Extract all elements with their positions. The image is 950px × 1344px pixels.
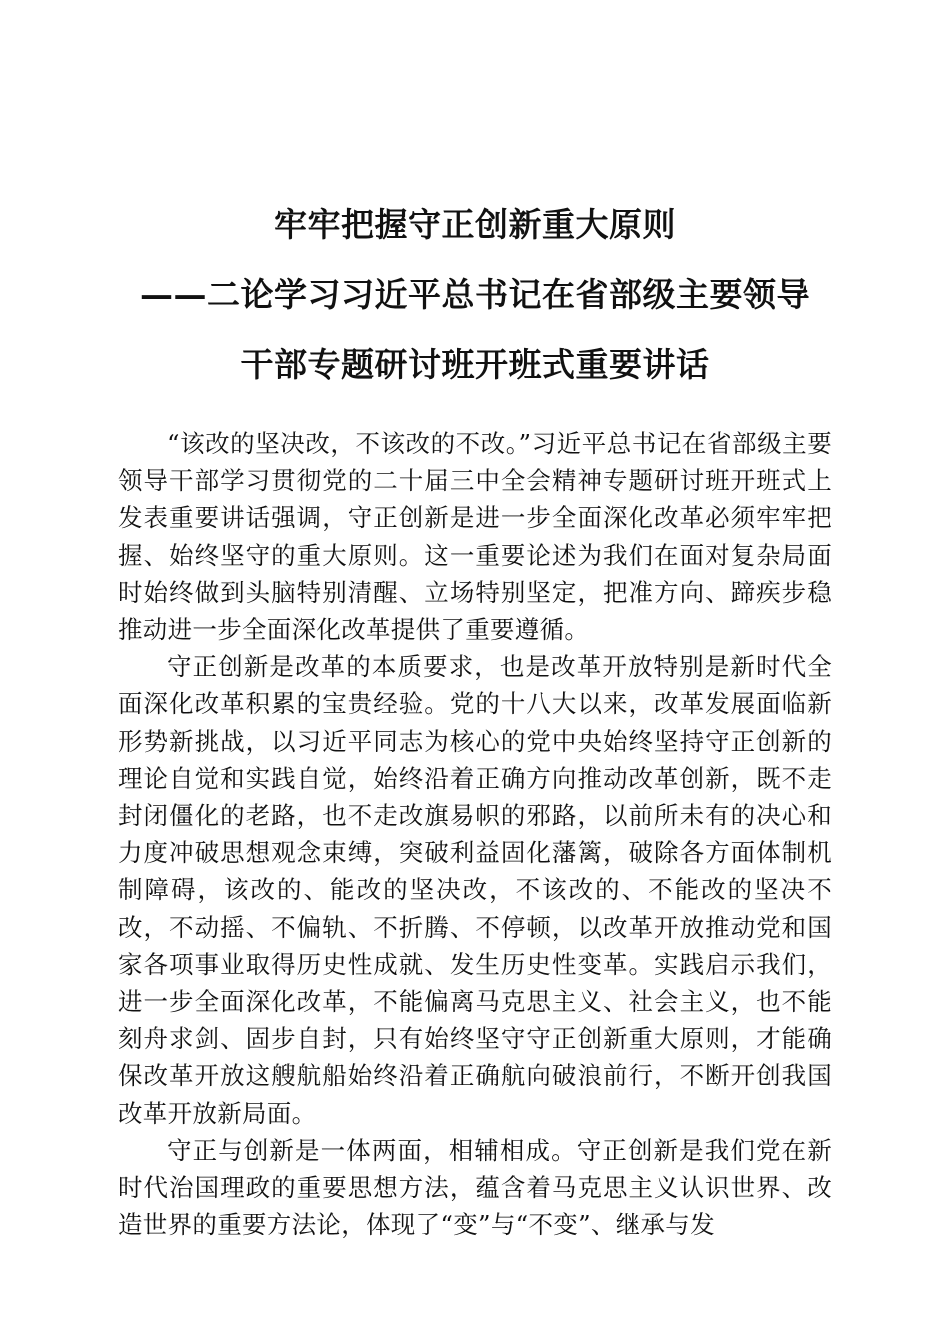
paragraph-1: “该改的坚决改，不该改的不改。”习近平总书记在省部级主要领导干部学习贯彻党的二十届三中全会精神专题研讨班开班式上发表重要讲话强调，守正创新是进一步全面深化改革必须牢牢把握、始终坚守的重大原则。这一重要论述为我们在面对复杂局面时始终做到头脑特别清醒、立场特别坚定，把准方向、蹄疾步稳推动进一步全面深化改革提供了重要遵循。 <box>118 429 832 645</box>
paragraph-3: 守正与创新是一体两面，相辅相成。守正创新是我们党在新时代治国理政的重要思想方法，蕴含着马克思主义认识世界、改造世界的重要方法论，体现了“变”与“不变”、继承与发 <box>118 1135 832 1240</box>
article-title <box>100 190 850 400</box>
title-line-3: 干部专题研讨班开班式重要讲话 <box>240 345 710 384</box>
article-body <box>118 425 832 1243</box>
title-line-2: ——二论学习习近平总书记在省部级主要领导 <box>140 275 810 314</box>
paragraph-2: 守正创新是改革的本质要求，也是改革开放特别是新时代全面深化改革积累的宝贵经验。党的十八大以来，改革发展面临新形势新挑战，以习近平同志为核心的党中央始终坚持守正创新的理论自觉和实践自觉，始终沿着正确方向推动改革创新，既不走封闭僵化的老路，也不走改旗易帜的邪路，以前所未有的决心和力度冲破思想观念束缚，突破利益固化藩篱，破除各方面体制机制障碍，该改的、能改的坚决改，不该改的、不能改的坚决不改，不动摇、不偏轨、不折腾、不停顿，以改革开放推动党和国家各项事业取得历史性成就、发生历史性变革。实践启示我们，进一步全面深化改革，不能偏离马克思主义、社会主义，也不能刻舟求剑、固步自封，只有始终坚守守正创新重大原则，才能确保改革开放这艘航船始终沿着正确航向破浪前行，不断开创我国改革开放新局面。 <box>118 652 832 1128</box>
title-line-1: 牢牢把握守正创新重大原则 <box>274 205 676 244</box>
